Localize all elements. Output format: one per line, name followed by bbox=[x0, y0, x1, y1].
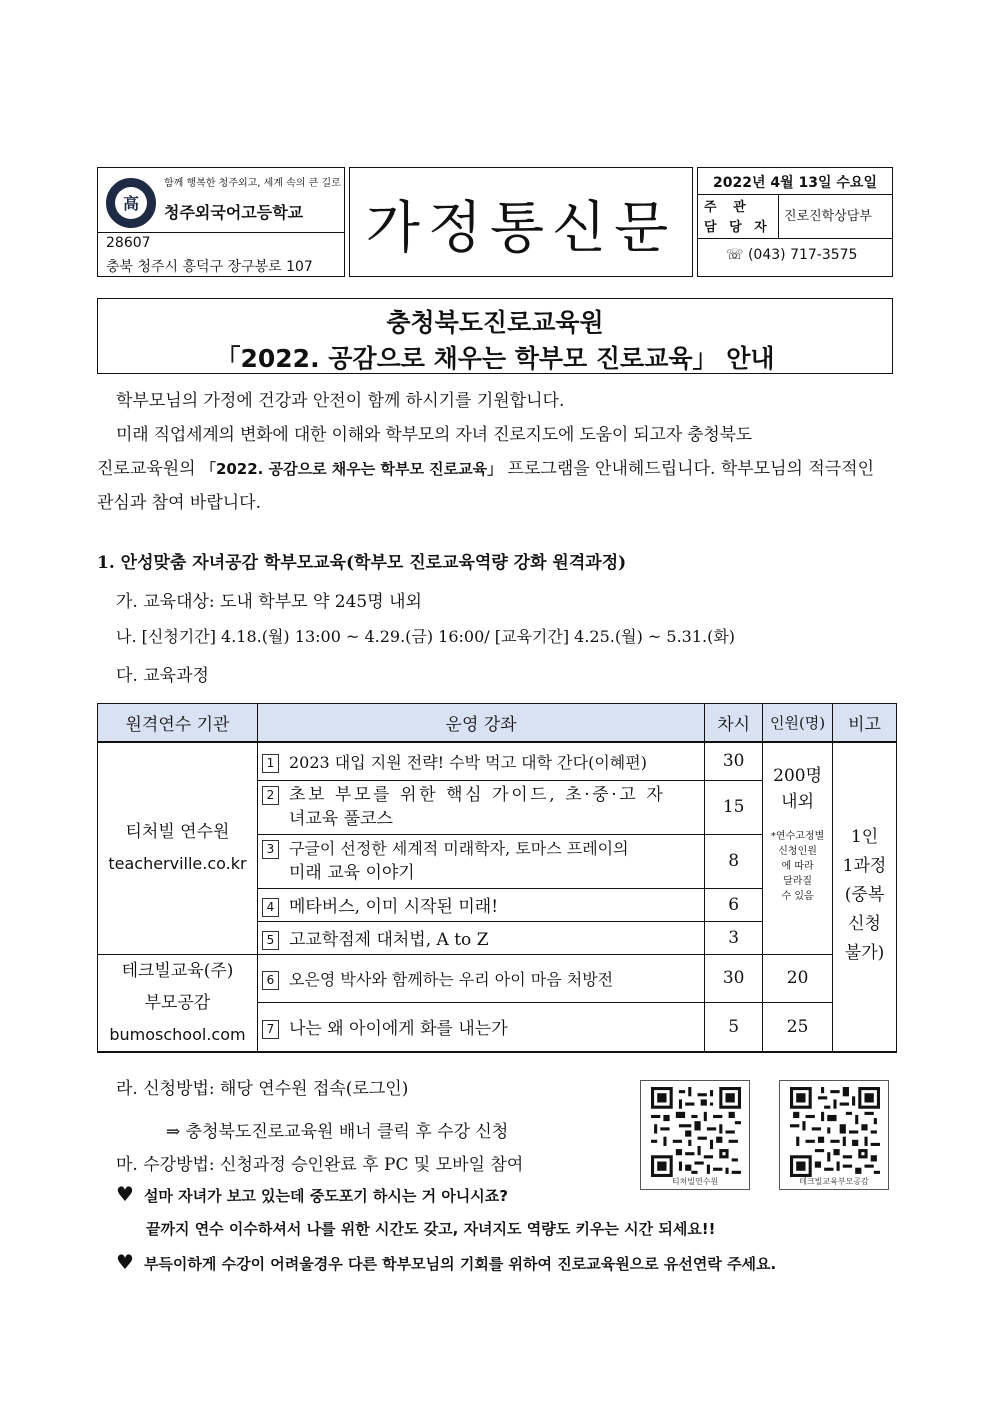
qr-code-bumoschool[interactable] bbox=[779, 1080, 889, 1190]
table-header-row bbox=[98, 704, 897, 743]
org1-name: 티처빌 연수원 bbox=[125, 822, 230, 843]
people-group-cell: 200명 내외 *연수고정별 신청인원 에 따라 달라질 수 있음 bbox=[763, 742, 833, 954]
table-row bbox=[98, 742, 897, 780]
qr-icon bbox=[651, 1087, 741, 1177]
org1-cell bbox=[98, 742, 258, 954]
people-cell: 25 bbox=[763, 1002, 833, 1051]
sessions-cell: 30 bbox=[705, 954, 763, 1002]
phone-number: (043) 717-3575 bbox=[747, 247, 858, 263]
sessions-cell: 5 bbox=[705, 1002, 763, 1051]
doc-title-box bbox=[349, 167, 693, 277]
item-ra: 라. 신청방법: 해당 연수원 접속(로그인) bbox=[116, 1079, 409, 1099]
school-info-box bbox=[97, 167, 345, 277]
qr1-caption: 티처빌연수원 bbox=[671, 1177, 719, 1186]
school-address: 충북 청주시 흥덕구 장구봉로 107 bbox=[106, 259, 313, 275]
qr-code-teacherville[interactable] bbox=[640, 1080, 750, 1190]
heart-icon: ♥ bbox=[116, 1182, 134, 1206]
org1-url: teacherville.co.kr bbox=[108, 854, 247, 874]
doc-date: 2022년 4월 13일 수요일 bbox=[713, 175, 877, 191]
phone-line bbox=[726, 247, 857, 263]
postal-code: 28607 bbox=[106, 235, 151, 251]
notice-title-line1: 충청북도진로교육원 bbox=[386, 308, 604, 337]
school-slogan: 함께 행복한 청주외고, 세계 속의 큰 길로 bbox=[164, 178, 341, 189]
intro-greeting: 학부모님의 가정에 건강과 안전이 함께 하시기를 기원합니다. bbox=[116, 391, 565, 411]
section1-heading: 1. 안성맞춤 자녀공감 학부모교육(학부모 진로교육역량 강화 원격과정) bbox=[97, 553, 627, 573]
intro-line2: 미래 직업세계의 변화에 대한 이해와 학부모의 자녀 진로지도에 도움이 되고자 충청북도 bbox=[116, 425, 753, 445]
letterhead bbox=[97, 167, 893, 277]
note1-sub: 끝까지 연수 이수하셔서 나를 위한 시간도 갖고, 자녀지도 역량도 키우는 시간 되세요!! bbox=[146, 1220, 716, 1238]
program-name: 「2022. 공감으로 채우는 학부모 진로교육」 bbox=[200, 460, 503, 478]
sessions-cell: 15 bbox=[705, 780, 763, 834]
school-logo bbox=[106, 178, 156, 228]
course-cell: 2 초보 부모를 위한 핵심 가이드, 초·중·고 자 녀교육 풀코스 bbox=[257, 780, 704, 834]
notice-title-box bbox=[97, 298, 893, 374]
school-name: 청주외국어고등학교 bbox=[164, 203, 304, 222]
people-note: *연수고정별 신청인원 에 따라 달라질 수 있음 bbox=[770, 831, 825, 902]
item-ga: 가. 교육대상: 도내 학부모 약 245명 내외 bbox=[116, 592, 422, 612]
sessions-cell: 3 bbox=[705, 921, 763, 954]
department: 진로진학상담부 bbox=[784, 209, 872, 224]
course-cell: 4 메타버스, 이미 시작된 미래! bbox=[257, 888, 704, 921]
doc-title: 가정통신문 bbox=[365, 196, 677, 261]
header-cell: 비고 bbox=[833, 704, 897, 743]
heart-icon: ♥ bbox=[116, 1250, 134, 1274]
course-cell: 5 고교학점제 대처법, A to Z bbox=[257, 921, 704, 954]
header-cell: 원격연수 기관 bbox=[98, 704, 258, 743]
note1: ♥ 설마 자녀가 보고 있는데 중도포기 하시는 거 아니시죠? bbox=[116, 1182, 508, 1206]
item-ra-sub: ⇒ 충청북도진로교육원 배너 클릭 후 수강 신청 bbox=[166, 1122, 509, 1142]
logo-char: 高 bbox=[122, 194, 139, 213]
item-ma: 마. 수강방법: 신청과정 승인완료 후 PC 및 모바일 참여 bbox=[116, 1155, 524, 1175]
staff-label: 담 당 자 bbox=[704, 220, 771, 235]
people-cell: 20 bbox=[763, 954, 833, 1002]
table-row bbox=[98, 954, 897, 1002]
remark-cell: 1인 1과정 (중복 신청 불가) bbox=[833, 742, 897, 1052]
item-da: 다. 교육과정 bbox=[116, 666, 209, 686]
intro-line3: 진로교육원의 「2022. 공감으로 채우는 학부모 진로교육」 프로그램을 안내헤드립니다. 학부모님의 적극적인 bbox=[97, 459, 875, 479]
note2: ♥ 부득이하게 수강이 어려울경우 다른 학부모님의 기회를 위하여 진로교육원으로 유선연락 주세요. bbox=[116, 1250, 777, 1274]
course-table bbox=[97, 703, 897, 1053]
doc-meta-box bbox=[697, 167, 893, 277]
notice-title-line2: 「2022. 공감으로 채우는 학부모 진로교육」 안내 bbox=[215, 344, 775, 373]
course-cell: 1 2023 대입 지원 전략! 수박 먹고 대학 간다(이혜편) bbox=[257, 742, 704, 780]
course-cell: 3 구글이 선정한 세계적 미래학자, 토마스 프레이의 미래 교육 이야기 bbox=[257, 834, 704, 888]
header-cell: 운영 강좌 bbox=[257, 704, 704, 743]
sessions-cell: 30 bbox=[705, 742, 763, 780]
qr-icon bbox=[790, 1087, 880, 1177]
qr2-caption: 테크빌교육부모공감 bbox=[799, 1177, 869, 1186]
org2-cell: 테크빌교육(주) 부모공감 bumoschool.com bbox=[98, 954, 258, 1052]
sessions-cell: 8 bbox=[705, 834, 763, 888]
intro-line4: 관심과 참여 바랍니다. bbox=[97, 493, 262, 513]
course-cell: 6 오은영 박사와 함께하는 우리 아이 마음 처방전 bbox=[257, 954, 704, 1002]
course-cell: 7 나는 왜 아이에게 화를 내는가 bbox=[257, 1002, 704, 1051]
host-label: 주 관 bbox=[704, 200, 752, 215]
phone-icon: ☏ bbox=[726, 247, 744, 263]
header-cell: 인원(명) bbox=[763, 704, 833, 743]
item-na: 나. [신청기간] 4.18.(월) 13:00 ~ 4.29.(금) 16:00/ [교육기간] 4.25.(월) ~ 5.31.(화) bbox=[116, 627, 736, 646]
sessions-cell: 6 bbox=[705, 888, 763, 921]
header-cell: 차시 bbox=[705, 704, 763, 743]
